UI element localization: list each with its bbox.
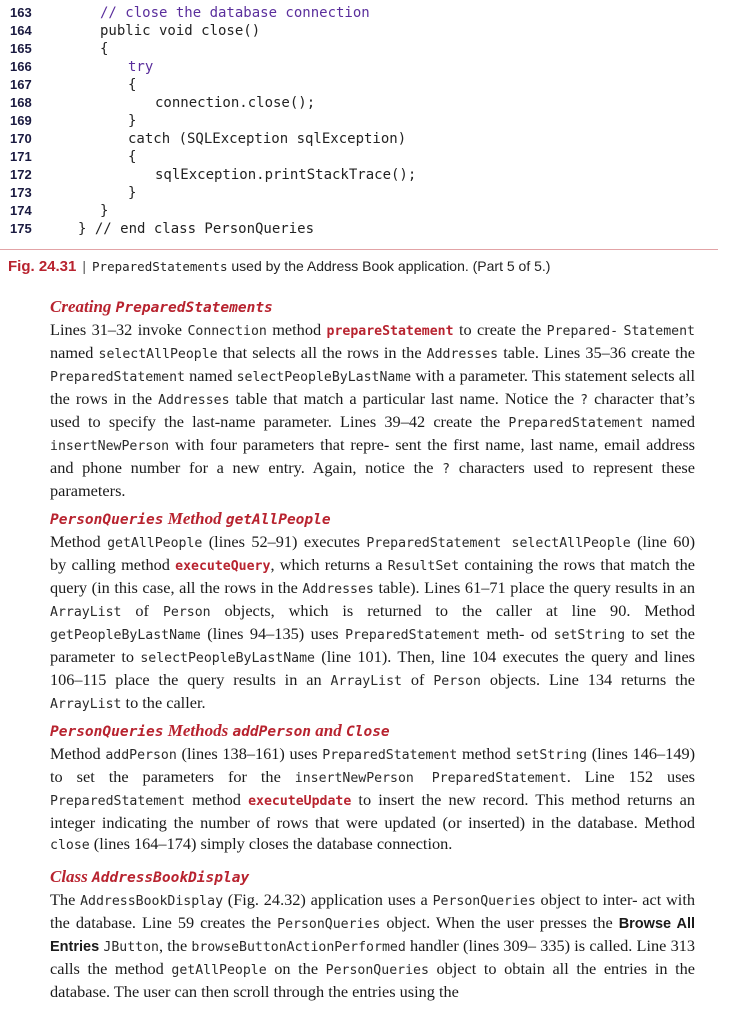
caption-divider [0, 249, 718, 250]
line-number: 175 [10, 221, 32, 236]
heading-code: PersonQueries [50, 512, 164, 528]
section-getallpeople [50, 508, 695, 715]
heading-code: PreparedStatements [115, 300, 273, 316]
heading-code: PersonQueries [50, 724, 164, 740]
section-addressbookdisplay [50, 866, 695, 1002]
code-text: sqlException.printStackTrace(); [155, 167, 417, 183]
heading-code: AddressBookDisplay [92, 870, 250, 886]
heading-code: getAllPeople [225, 512, 331, 528]
heading-code: addPerson [232, 724, 312, 740]
section-heading [50, 508, 695, 531]
line-number: 165 [10, 41, 32, 56]
line-number: 163 [10, 5, 32, 20]
line-number: 172 [10, 167, 32, 182]
line-number: 169 [10, 113, 32, 128]
heading-text: Methods [163, 721, 233, 740]
code-text: connection.close(); [155, 95, 316, 111]
section-body: The AddressBookDisplay (Fig. 24.32) application uses a PersonQueries object to inter- act with the database. Line 59 creates the PersonQueries object. When the user presses the Browse All Entries JButton, the browseButtonActionPerformed handler (lines 309– 335) is called. Line 313 calls the method getAllPeople on the PersonQueries object to obtain all the entries in the database. The user can then scroll through the entries using the [50, 890, 696, 1001]
code-text: { [128, 77, 137, 93]
code-text: { [128, 149, 137, 165]
code-text: catch (SQLException sqlException) [128, 131, 407, 147]
section-heading [50, 866, 695, 889]
code-text: try [128, 59, 154, 75]
section-addperson-close [50, 720, 695, 856]
section-heading [50, 296, 695, 319]
heading-text: Creating [50, 297, 116, 316]
heading-text: and [311, 721, 347, 740]
heading-text: Method [163, 509, 226, 528]
line-number: 164 [10, 23, 32, 38]
line-number: 173 [10, 185, 32, 200]
line-number: 168 [10, 95, 32, 110]
line-number: 167 [10, 77, 32, 92]
caption-separator: | [82, 258, 87, 274]
section-body: Lines 31–32 invoke Connection method prepareStatement to create the Prepared- Statement named selectAllPeople that selects all the rows in the Addresses table. Lines 35–36 create the PreparedStatement named selectPeopleByLastName with a parameter. This statement selects all the rows in the Addresses table that match a particular last name. Notice the ? character that’s used to specify the last-name parameter. Lines 39–42 create the PreparedStatement named insertNewPerson with four parameters that repre- sent the first name, last name, email address and phone number for a new entry. Again, notice the ? characters used to represent these parameters. [50, 320, 696, 500]
code-text: // close the database connection [100, 5, 370, 21]
code-text: } [100, 203, 109, 219]
line-number: 171 [10, 149, 32, 164]
code-text: { [100, 41, 109, 57]
code-text: } [128, 113, 137, 129]
section-creating-preparedstatements [50, 296, 695, 501]
caption-text: used by the Address Book application. (Part 5 of 5.) [227, 258, 551, 274]
line-number: 166 [10, 59, 32, 74]
code-text: } [128, 185, 137, 201]
section-body: Method getAllPeople (lines 52–91) executes PreparedStatement selectAllPeople (line 60) by calling method executeQuery, which returns a ResultSet containing the rows that match the query (in this case, all the rows in the Addresses table). Lines 61–71 place the query results in an ArrayList of Person objects, which is returned to the caller at line 90. Method getPeopleByLastName (lines 94–135) uses PreparedStatement meth- od setString to set the parameter to selectPeopleByLastName (line 101). Then, line 104 executes the query and lines 106–115 place the query results in an ArrayList of Person objects. Line 134 returns the ArrayList to the caller. [50, 532, 696, 712]
line-number: 174 [10, 203, 32, 218]
code-text: public void close() [100, 23, 261, 39]
heading-text: Class [50, 867, 93, 886]
section-heading [50, 720, 695, 743]
code-text: } // end class PersonQueries [78, 221, 315, 237]
section-body: Method addPerson (lines 138–161) uses PreparedStatement method setString (lines 146–149) to set the parameters for the insertNewPerson PreparedStatement. Line 152 uses PreparedStatement method executeUpdate to insert the new record. This method returns an integer indicating the number of rows that were updated (or inserted) in the database. Method close (lines 164–174) simply closes the database connection. [50, 744, 696, 853]
figure-number: Fig. 24.31 [8, 258, 77, 275]
caption-code: PreparedStatements [92, 259, 228, 274]
heading-code: Close [346, 724, 390, 740]
line-number: 170 [10, 131, 32, 146]
figure-caption [8, 258, 550, 275]
